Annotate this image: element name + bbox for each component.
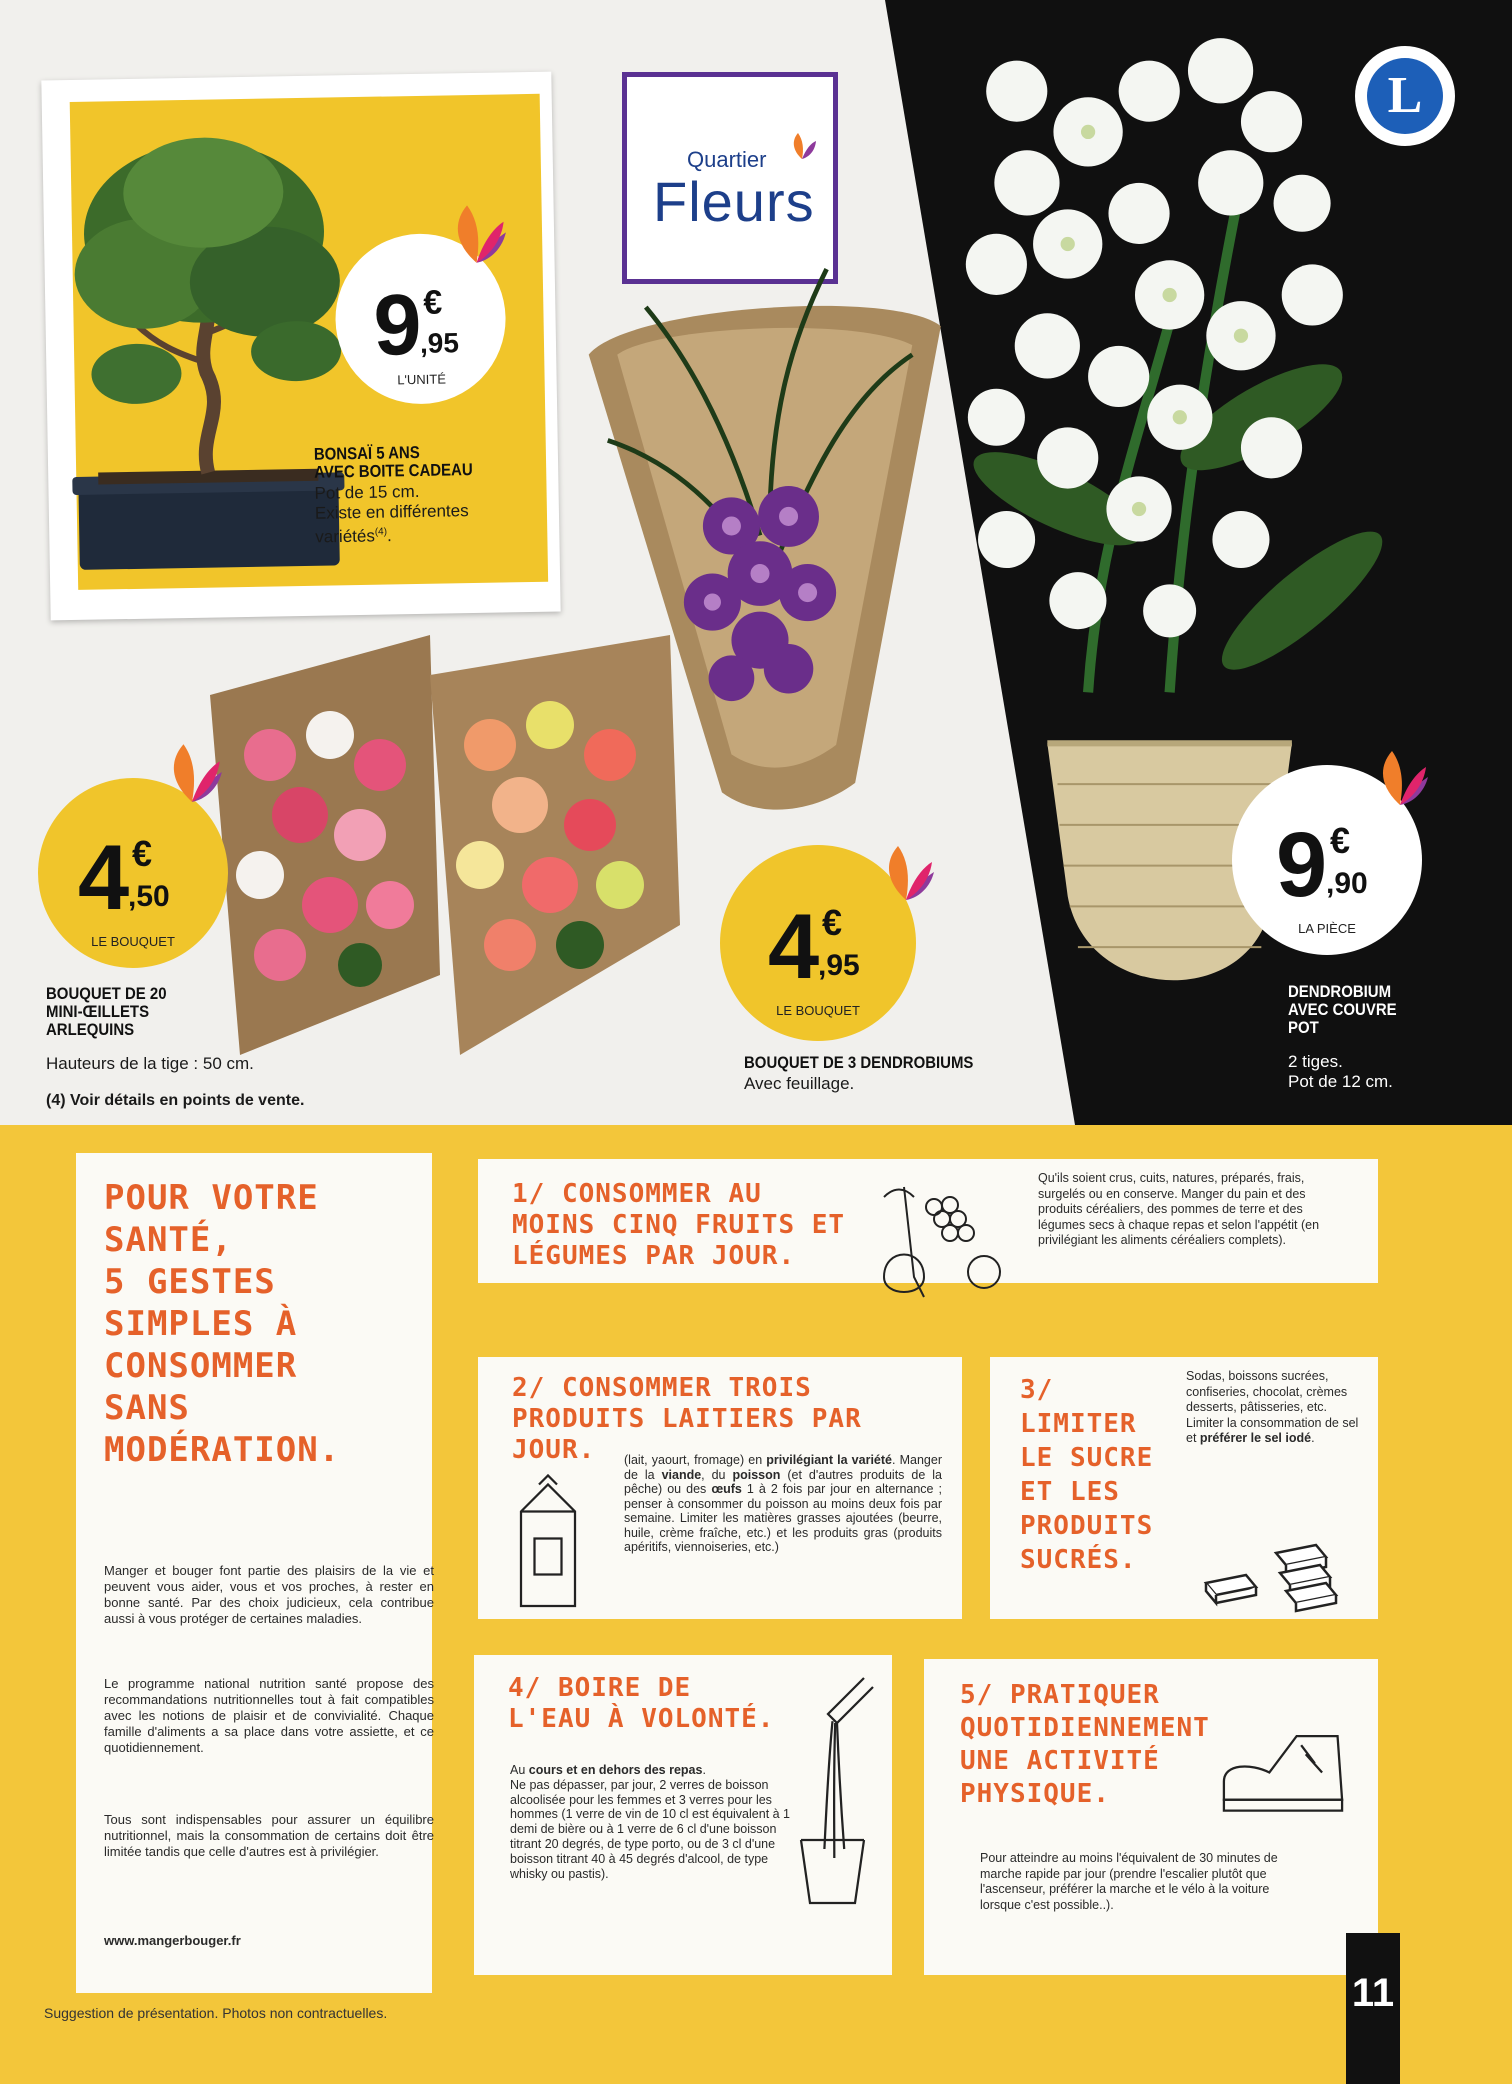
gesture-2-text-b: privilégiant la variété: [766, 1453, 892, 1467]
dendrobium-pot-desc-line2: Pot de 12 cm.: [1288, 1072, 1393, 1091]
gesture-2-text-d: viande: [661, 1467, 702, 1482]
gesture-2-card: [478, 1357, 962, 1619]
bonsai-price-cents: ,95: [419, 327, 460, 359]
gesture-1-card: [478, 1159, 1378, 1283]
gesture-3-title-line: SUCRÉS.: [1020, 1545, 1137, 1575]
dendrobium-pot-price-unit: LA PIÈCE: [1298, 921, 1356, 936]
oeillets-title-line3: ARLEQUINS: [46, 1020, 135, 1039]
bonsai-desc: [314, 481, 469, 547]
health-paragraph-1: Manger et bouger font partie des plaisirs de la vie et peuvent vous aider, vous et vos proches, à rester en bonne santé. Par des choix judicieux, cela contribue aussi à vous protéger de certaines maladies.: [104, 1563, 434, 1626]
dendrobium-pot-title-line3: POT: [1288, 1018, 1319, 1037]
gesture-1-title: [512, 1179, 845, 1272]
gesture-3-title-line: PRODUITS: [1020, 1511, 1154, 1541]
bonsai-desc-end: .: [386, 526, 392, 546]
health-title-line: MODÉRATION.: [104, 1430, 341, 1470]
gesture-3-title: [1020, 1373, 1153, 1577]
gesture-2-text-h: œufs: [711, 1482, 742, 1496]
bonsai-desc-line1: Pot de 15 cm.: [314, 481, 420, 503]
oeillets-price-cents: ,50: [128, 880, 170, 913]
gesture-5-title-line: PHYSIQUE.: [960, 1779, 1110, 1809]
gesture-2-text-c: . Manger de la: [624, 1453, 942, 1482]
oeillets-desc: Hauteurs de la tige : 50 cm.: [46, 1054, 254, 1073]
butterfly-icon: [876, 830, 936, 914]
dendrobium-pot-price-int: 9: [1276, 814, 1328, 916]
health-paragraph-3: Tous sont indispensables pour assurer un équilibre nutritionnel, mais la consommation de certains doit être limitée tandis que celle d'autres est à privilégier.: [104, 1812, 434, 1859]
bonsai-price-currency: €: [422, 283, 443, 322]
gesture-2-text-e: , du: [701, 1467, 733, 1482]
logo-quartier-text: Quartier: [687, 147, 767, 172]
dendrobiums-price-int: 4: [768, 896, 820, 998]
butterfly-icon: [160, 730, 224, 814]
health-title-line: SIMPLES À: [104, 1304, 298, 1344]
bonsai-desc-line2: Existe en différentes: [314, 501, 469, 523]
gesture-2-title-line: 2/ CONSOMMER TROIS: [512, 1373, 812, 1403]
gesture-5-card: [924, 1659, 1378, 1975]
bonsai-desc-note: (4): [374, 526, 388, 538]
gesture-4-text-a: Au: [510, 1763, 529, 1777]
gesture-5-text: Pour atteindre au moins l'équivalent de 30 minutes de marche rapide par jour (prendre l'escalier plutôt que l'ascenseur, préférer la marche et le vélo à la voiture lorsque c'est possible..).: [980, 1851, 1278, 1912]
logo-butterfly-icon: [787, 131, 817, 161]
bonsai-title: [314, 443, 473, 482]
gesture-5-title-line: QUOTIDIENNEMENT: [960, 1713, 1210, 1743]
gesture-4-title: [508, 1673, 774, 1735]
gesture-2-text-a: (lait, yaourt, fromage) en: [624, 1453, 767, 1467]
gesture-2-text-i: 1 à 2 fois par jour en alternance ; penser à consommer du poisson au moins deux fois par semaine. Limiter les matières grasses ajoutées (beurre, huile, crème fraîche, etc.) et les produits gras (produits apéritifs, viennoiseries, etc.): [624, 1482, 942, 1554]
gesture-5-title: [960, 1679, 1210, 1811]
gesture-2-text: [624, 1453, 942, 1555]
water-glass-icon: [792, 1675, 882, 1915]
gesture-4-card: [474, 1655, 892, 1975]
gesture-4-text-b: cours et en dehors des repas: [528, 1763, 703, 1777]
butterfly-icon: [443, 200, 508, 265]
carnation-bouquets-image: [180, 615, 700, 1055]
dendrobium-pot-desc: [1288, 1052, 1393, 1092]
dendrobiums-price-cents: ,95: [818, 949, 860, 982]
bonsai-desc-line3-wrap: [315, 521, 469, 547]
gesture-2-text-f: poisson: [732, 1467, 781, 1482]
oeillets-title-line1: BOUQUET DE 20: [46, 984, 167, 1003]
health-paragraph-2: Le programme national nutrition santé propose des recommandations nutritionnelles tout à fait compatibles avec les notions de plaisir et de convivialité. Chaque famille d'aliments a sa place dans votre assiette, et ce quotidiennement.: [104, 1676, 434, 1755]
footnote: (4) Voir détails en points de vente.: [46, 1092, 305, 1109]
gesture-3-title-line: LE SUCRE: [1020, 1443, 1154, 1473]
sugar-cubes-icon: [1196, 1533, 1346, 1613]
bonsai-card: [41, 72, 560, 621]
milk-carton-icon: [512, 1473, 584, 1613]
health-section: [0, 1125, 1512, 2084]
gesture-3-card: [990, 1357, 1378, 1619]
health-title-line: POUR VOTRE: [104, 1178, 319, 1218]
dendrobium-pot-price-cents: ,90: [1326, 867, 1368, 900]
gesture-4-title-line: 4/ BOIRE DE: [508, 1673, 692, 1703]
page-number: 11: [1346, 1933, 1400, 2084]
dendrobiums-title: BOUQUET DE 3 DENDROBIUMS: [744, 1053, 974, 1072]
sneaker-icon: [1208, 1727, 1358, 1827]
health-intro-card: [76, 1153, 432, 1993]
gesture-1-text: Qu'ils soient crus, cuits, natures, préparés, frais, surgelés ou en conserve. Manger du pain et des produits céréaliers, des pommes de terre et des légumes secs à chaque repas et selon l'appétit (en privilégiant les aliments céréaliers complets).: [1038, 1171, 1320, 1247]
oeillets-price-unit: LE BOUQUET: [91, 934, 175, 949]
health-title-line: CONSOMMER: [104, 1346, 298, 1386]
health-title-line: 5 GESTES: [104, 1262, 276, 1302]
gesture-3-text-a: Sodas, boissons sucrées, confiseries, chocolat, crèmes desserts, pâtisseries, etc. Limiter la consommation de sel et: [1186, 1369, 1359, 1445]
dendrobium-pot-title-line2: AVEC COUVRE: [1288, 1000, 1397, 1019]
health-title: [104, 1177, 434, 1471]
butterfly-icon: [1370, 735, 1430, 819]
gesture-4-text: [510, 1763, 800, 1881]
dendrobium-pot-title: [1288, 983, 1397, 1037]
oeillets-price-int: 4: [78, 827, 130, 929]
bonsai-price-unit: L'UNITÉ: [397, 371, 447, 388]
fruits-vegetables-icon: [864, 1167, 1024, 1307]
gesture-3-text-c: .: [1311, 1431, 1315, 1445]
logo-fleurs-text: Fleurs: [653, 170, 815, 233]
gesture-3-title-line: LIMITER: [1020, 1409, 1137, 1439]
gesture-1-title-line: MOINS CINQ FRUITS ET: [512, 1210, 846, 1240]
health-title-line: SANS: [104, 1388, 190, 1428]
oeillets-title: [46, 985, 167, 1039]
gesture-2-title-line: PRODUITS LAITIERS PAR: [512, 1404, 862, 1434]
disclaimer-text: Suggestion de présentation. Photos non contractuelles.: [44, 2005, 388, 2021]
gesture-4-text-c: .: [702, 1763, 706, 1777]
bonsai-title-line1: BONSAÏ 5 ANS: [313, 442, 420, 464]
dendrobium-pot-desc-line1: 2 tiges.: [1288, 1052, 1343, 1071]
bonsai-desc-line3: variétés: [315, 526, 376, 547]
gesture-3-text-b: préférer le sel iodé: [1199, 1431, 1312, 1445]
gesture-4-text-d: Ne pas dépasser, par jour, 2 verres de boisson alcoolisée pour les femmes et 3 verres pour les hommes (1 verre de vin de 10 cl est équivalent à 1 demi de bière ou à 1 verre de 6 cl d'une boisson titrant 20 degrés, de type porto, ou de 3 cl d'une boisson titrant 40 à 45 degrés d'alcool, de type whisky ou pastis).: [510, 1777, 791, 1881]
oeillets-title-line2: MINI-ŒILLETS: [46, 1002, 150, 1021]
gesture-5-title-line: UNE ACTIVITÉ: [960, 1746, 1160, 1776]
dendrobiums-price-unit: LE BOUQUET: [776, 1003, 860, 1018]
dendrobiums-desc: Avec feuillage.: [744, 1074, 855, 1093]
gesture-1-title-line: LÉGUMES PAR JOUR.: [512, 1241, 796, 1271]
health-website-link[interactable]: www.mangerbouger.fr: [104, 1933, 241, 1948]
dendrobiums-price-currency: €: [822, 902, 843, 943]
gesture-2-title-line: JOUR.: [512, 1435, 596, 1465]
store-logo-letter: L: [1367, 58, 1443, 134]
gesture-1-title-line: 1/ CONSOMMER AU: [512, 1179, 762, 1209]
bonsai-price-int: 9: [372, 276, 423, 374]
gesture-4-title-line: L'EAU À VOLONTÉ.: [508, 1704, 775, 1734]
bonsai-title-line2: AVEC BOITE CADEAU: [314, 460, 473, 482]
gesture-3-text: [1186, 1369, 1362, 1447]
dendrobium-pot-title-line1: DENDROBIUM: [1288, 982, 1392, 1001]
gesture-2-text-g: (et d'autres produits de la pêche) ou des: [624, 1467, 942, 1496]
oeillets-price-currency: €: [132, 833, 153, 874]
gesture-3-title-line: ET LES: [1020, 1477, 1120, 1507]
gesture-3-title-line: 3/: [1020, 1375, 1054, 1405]
dendrobium-pot-price-currency: €: [1330, 820, 1351, 861]
health-title-line: SANTÉ,: [104, 1220, 233, 1260]
gesture-5-title-line: 5/ PRATIQUER: [960, 1680, 1160, 1710]
